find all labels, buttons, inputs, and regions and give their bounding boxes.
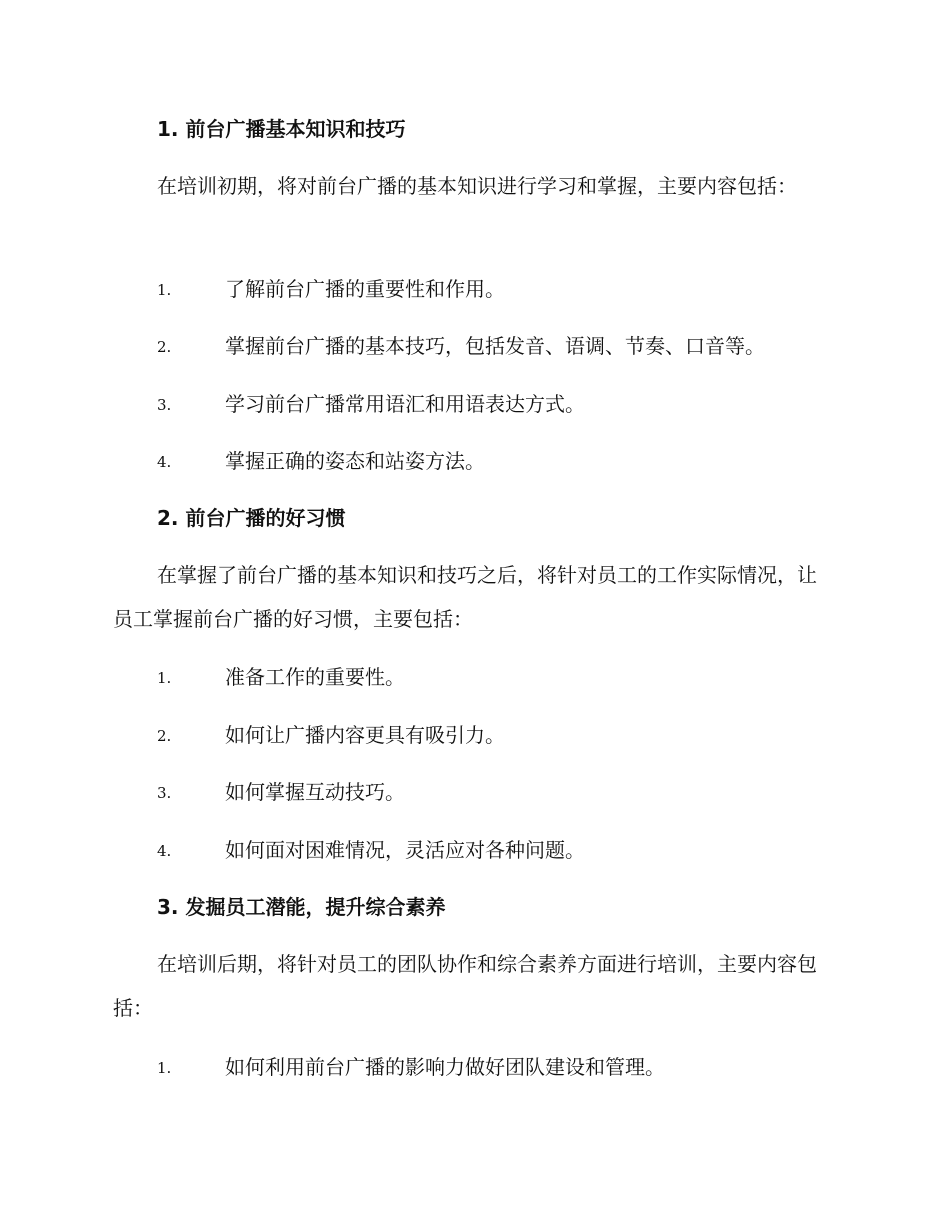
list-item bbox=[157, 274, 837, 304]
list-number: 2. bbox=[157, 338, 172, 356]
list-item bbox=[157, 662, 837, 692]
list-number: 3. bbox=[157, 784, 172, 802]
list-number: 1. bbox=[157, 281, 172, 299]
section-heading: 2. 前台广播的好习惯 bbox=[157, 506, 346, 530]
list-item bbox=[157, 1052, 837, 1082]
list-text: 了解前台广播的重要性和作用。 bbox=[225, 277, 505, 301]
list-text: 如何掌握互动技巧。 bbox=[225, 780, 405, 804]
list-number: 1. bbox=[157, 669, 172, 687]
list-number: 4. bbox=[157, 453, 172, 471]
section-intro: 在掌握了前台广播的基本知识和技巧之后，将针对员工的工作实际情况，让员工掌握前台广播的好习惯，主要包括： bbox=[113, 563, 817, 631]
section-intro: 在培训初期，将对前台广播的基本知识进行学习和掌握，主要内容包括： bbox=[157, 174, 797, 198]
list-number: 1. bbox=[157, 1059, 172, 1077]
list-number: 3. bbox=[157, 396, 172, 414]
list-text: 掌握正确的姿态和站姿方法。 bbox=[225, 449, 485, 473]
list-text: 掌握前台广播的基本技巧，包括发音、语调、节奏、口音等。 bbox=[225, 334, 765, 358]
list-text: 如何让广播内容更具有吸引力。 bbox=[225, 723, 505, 747]
section-intro: 在培训后期，将针对员工的团队协作和综合素养方面进行培训，主要内容包括： bbox=[113, 952, 817, 1020]
list-number: 4. bbox=[157, 842, 172, 860]
section-heading: 3. 发掘员工潜能，提升综合素养 bbox=[157, 895, 446, 919]
list-item bbox=[157, 777, 837, 807]
list-text: 学习前台广播常用语汇和用语表达方式。 bbox=[225, 392, 585, 416]
list-item bbox=[157, 446, 837, 476]
list-item bbox=[157, 331, 837, 361]
list-item bbox=[157, 835, 837, 865]
list-text: 如何面对困难情况，灵活应对各种问题。 bbox=[225, 838, 585, 862]
list-text: 准备工作的重要性。 bbox=[225, 665, 405, 689]
section-heading: 1. 前台广播基本知识和技巧 bbox=[157, 117, 406, 141]
list-text: 如何利用前台广播的影响力做好团队建设和管理。 bbox=[225, 1055, 665, 1079]
list-number: 2. bbox=[157, 727, 172, 745]
list-item bbox=[157, 389, 837, 419]
list-item bbox=[157, 720, 837, 750]
